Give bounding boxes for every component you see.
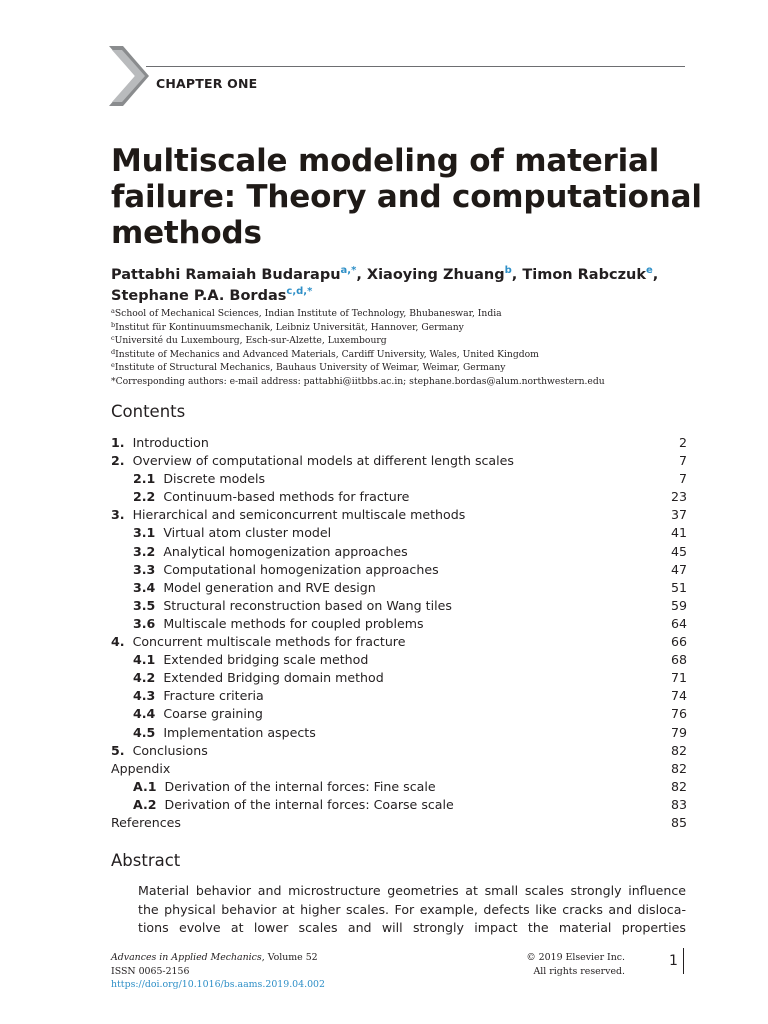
- toc-entry-number: 4.3: [133, 688, 156, 704]
- affiliation-marker: e: [111, 361, 115, 370]
- toc-entry-number: 1.: [111, 435, 125, 450]
- affiliation-list: [111, 307, 711, 389]
- affiliation-text: Université du Luxembourg, Esch-sur-Alzette, Luxembourg: [114, 335, 387, 347]
- toc-entry-title: Concurrent multiscale methods for fracture: [132, 634, 406, 650]
- toc-entry[interactable]: [111, 470, 687, 488]
- toc-entry-page: 47: [670, 561, 687, 577]
- toc-entry[interactable]: [111, 488, 687, 506]
- toc-entry-page: 71: [670, 670, 687, 686]
- affiliation-marker: c: [111, 334, 115, 343]
- affiliation-item: [111, 348, 711, 362]
- chapter-label: CHAPTER ONE: [156, 76, 258, 91]
- toc-entry-title: Introduction: [132, 435, 209, 450]
- chapter-rule: [146, 66, 685, 67]
- toc-entry-title: Analytical homogenization approaches: [163, 543, 408, 559]
- author-separator: ,: [652, 267, 659, 283]
- toc-entry-title: Continuum-based methods for fracture: [163, 489, 410, 505]
- toc-entry-number: 3.3: [133, 561, 156, 577]
- toc-entry-title: Overview of computational models at different length scales: [132, 453, 514, 469]
- toc-entry[interactable]: [111, 633, 687, 651]
- toc-entry[interactable]: [111, 796, 687, 814]
- toc-entry-number: 2.2: [133, 489, 156, 505]
- author-affiliation-link[interactable]: e: [645, 265, 653, 276]
- toc-entry-page: 37: [670, 507, 687, 523]
- toc-entry-number: 3.1: [133, 525, 156, 541]
- corresponding-author-note: [111, 375, 711, 389]
- toc-entry-page: 79: [670, 724, 687, 740]
- toc-entry-page: 2: [678, 435, 687, 450]
- toc-entry-number: 3.5: [133, 597, 156, 613]
- toc-entry-page: 41: [670, 525, 687, 541]
- author-name: Stephane P.A. Bordas: [111, 288, 287, 304]
- author-name: Xiaoying Zhuang: [366, 267, 505, 283]
- toc-entry-number: 3.4: [133, 579, 156, 595]
- rights-notice: All rights reserved.: [533, 965, 625, 977]
- affiliation-item: [111, 361, 711, 375]
- journal-line: [111, 951, 325, 965]
- author-separator: ,: [356, 267, 367, 283]
- abstract-line: the physical behavior at higher scales. For example, defects like cracks and disloca-: [138, 901, 686, 917]
- toc-entry-number: 5.: [111, 742, 125, 758]
- affiliation-item: [111, 334, 711, 348]
- toc-entry-title: Coarse graining: [163, 706, 263, 722]
- toc-entry[interactable]: [111, 524, 687, 542]
- toc-entry-title: Structural reconstruction based on Wang tiles: [163, 597, 452, 613]
- toc-entry[interactable]: [111, 579, 687, 597]
- toc-entry[interactable]: [111, 778, 687, 796]
- toc-entry-page: 82: [670, 742, 687, 758]
- toc-entry-number: 4.: [111, 634, 125, 650]
- toc-entry-title: References: [111, 814, 181, 830]
- chapter-title: [111, 143, 711, 251]
- toc-entry-number: A.1: [133, 778, 157, 794]
- toc-entry-title: Derivation of the internal forces: Fine scale: [164, 778, 436, 794]
- toc-entry-page: 7: [678, 471, 687, 487]
- affiliation-item: [111, 307, 711, 321]
- toc-entry-number: 4.1: [133, 652, 156, 668]
- affiliation-marker: b: [111, 320, 116, 329]
- toc-entry-page: 59: [670, 597, 687, 613]
- toc-entry-page: 64: [670, 615, 687, 631]
- toc-entry-page: 85: [670, 814, 687, 830]
- toc-entry-page: 7: [678, 453, 687, 469]
- toc-entry-page: 68: [670, 652, 687, 668]
- affiliation-marker: d: [111, 347, 116, 356]
- toc-entry-page: 45: [670, 543, 687, 559]
- toc-entry-title: Extended Bridging domain method: [163, 670, 384, 686]
- toc-entry[interactable]: [111, 724, 687, 742]
- toc-entry[interactable]: [111, 561, 687, 579]
- toc-entry-page: 74: [670, 688, 687, 704]
- toc-entry-number: 4.4: [133, 706, 156, 722]
- affiliation-text: Institute of Mechanics and Advanced Materials, Cardiff University, Wales, United Kingdom: [115, 348, 539, 360]
- author-name: Timon Rabczuk: [522, 267, 646, 283]
- toc-entry-page: 51: [670, 579, 687, 595]
- toc-entry-title: Appendix: [111, 760, 171, 776]
- journal-volume: , Volume 52: [261, 952, 318, 963]
- toc-entry-number: 3.2: [133, 543, 156, 559]
- toc-entry[interactable]: [111, 452, 687, 470]
- chapter-chevron-icon: [109, 46, 149, 118]
- toc-entry-number: 2.: [111, 453, 125, 469]
- abstract-line: Material behavior and microstructure geometries at small scales strongly influence: [138, 883, 686, 898]
- affiliation-text: *Corresponding authors: e-mail address: pattabhi@iitbbs.ac.in; stephane.bordas@alum.northwestern.edu: [111, 375, 605, 387]
- journal-name: Advances in Applied Mechanics: [111, 952, 262, 963]
- toc-entry-number: A.2: [133, 796, 157, 812]
- author-affiliation-link[interactable]: c,d,*: [286, 286, 313, 297]
- abstract-heading: Abstract: [111, 851, 181, 870]
- toc-entry-number: 4.2: [133, 670, 156, 686]
- toc-entry-title: Hierarchical and semiconcurrent multiscale methods: [132, 507, 466, 523]
- toc-entry-page: 76: [670, 706, 687, 722]
- table-of-contents: [111, 434, 687, 832]
- copyright-notice: © 2019 Elsevier Inc.: [526, 952, 625, 963]
- author-affiliation-link[interactable]: a,*: [340, 265, 357, 276]
- footer-citation: [111, 951, 325, 992]
- affiliation-text: Institute of Structural Mechanics, Bauhaus University of Weimar, Weimar, Germany: [114, 362, 506, 374]
- toc-entry-page: 83: [670, 796, 687, 812]
- toc-entry[interactable]: [111, 760, 687, 778]
- abstract-line: tions evolve at lower scales and will strongly impact the material properties: [138, 920, 686, 935]
- toc-entry[interactable]: [111, 597, 687, 615]
- toc-entry-page: 23: [670, 489, 687, 505]
- toc-entry-title: Computational homogenization approaches: [163, 561, 439, 577]
- toc-entry-title: Fracture criteria: [163, 688, 264, 704]
- title-line: Multiscale modeling of material: [111, 143, 660, 179]
- footer-copyright: [503, 951, 625, 978]
- toc-entry-number: 3.: [111, 507, 125, 523]
- toc-entry-title: Implementation aspects: [163, 724, 316, 740]
- toc-entry[interactable]: [111, 742, 687, 760]
- toc-entry-title: Discrete models: [163, 471, 266, 487]
- title-line: failure: Theory and computational: [111, 179, 702, 215]
- toc-entry[interactable]: [111, 506, 687, 524]
- author-list: [111, 265, 711, 307]
- toc-entry-number: 3.6: [133, 615, 156, 631]
- toc-entry[interactable]: [111, 434, 687, 452]
- toc-entry[interactable]: [111, 705, 687, 723]
- doi-link[interactable]: https://doi.org/10.1016/bs.aams.2019.04.002: [111, 979, 325, 990]
- toc-entry-page: 82: [670, 778, 687, 794]
- toc-entry-title: Derivation of the internal forces: Coarse scale: [164, 796, 454, 812]
- toc-entry-title: Conclusions: [132, 742, 208, 758]
- affiliation-text: Institut für Kontinuumsmechanik, Leibniz Universität, Hannover, Germany: [115, 321, 464, 333]
- abstract-body: [138, 882, 686, 938]
- affiliation-item: [111, 321, 711, 335]
- author-affiliation-link[interactable]: b: [504, 265, 512, 276]
- toc-entry-page: 82: [670, 760, 687, 776]
- toc-entry-title: Model generation and RVE design: [163, 579, 376, 595]
- page-number: 1: [669, 953, 678, 969]
- affiliation-marker: a: [111, 307, 115, 315]
- toc-entry-page: 66: [670, 634, 687, 650]
- toc-entry[interactable]: [111, 651, 687, 669]
- contents-heading: Contents: [111, 402, 186, 421]
- toc-entry[interactable]: [111, 543, 687, 561]
- toc-entry[interactable]: [111, 615, 687, 633]
- author-separator: ,: [511, 267, 523, 283]
- title-line: methods: [111, 215, 262, 251]
- toc-entry[interactable]: [111, 669, 687, 687]
- page-number-rule: [683, 948, 684, 974]
- toc-entry[interactable]: [111, 814, 687, 832]
- toc-entry-number: 2.1: [133, 471, 156, 487]
- toc-entry-title: Multiscale methods for coupled problems: [163, 615, 424, 631]
- toc-entry-title: Virtual atom cluster model: [163, 525, 332, 541]
- toc-entry[interactable]: [111, 687, 687, 705]
- toc-entry-number: 4.5: [133, 724, 156, 740]
- issn: ISSN 0065-2156: [111, 965, 190, 977]
- author-name: Pattabhi Ramaiah Budarapu: [111, 267, 341, 283]
- affiliation-text: School of Mechanical Sciences, Indian Institute of Technology, Bhubaneswar, India: [114, 308, 502, 319]
- toc-entry-title: Extended bridging scale method: [163, 652, 369, 668]
